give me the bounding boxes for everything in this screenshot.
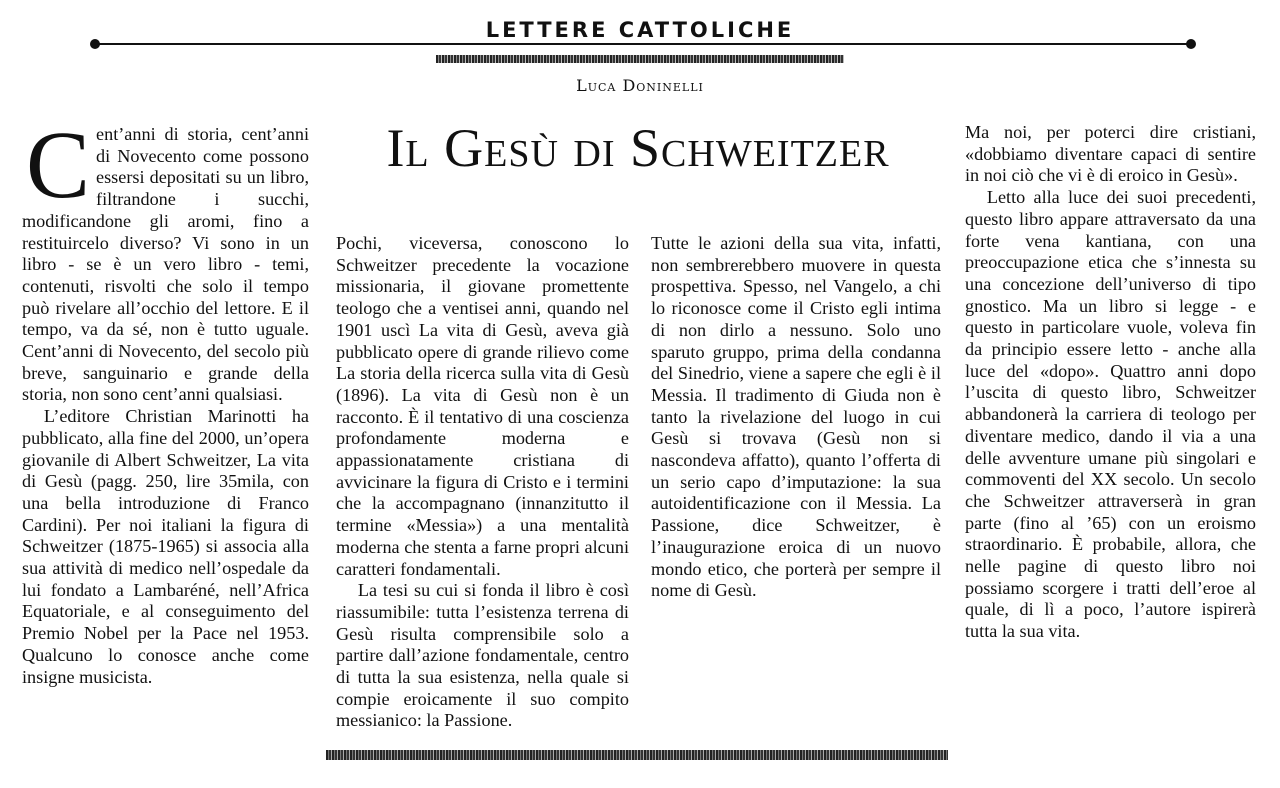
column-2-paragraph-1: Pochi, viceversa, conoscono lo Schweitzer precedente la vocazione missionaria, il giovane promettente teologo che a ventisei anni, quando nel 1901 uscì La vita di Gesù, aveva già pubblicato opere di grande rilievo come La storia della ricerca sulla vita di Gesù (1896). La vita di Gesù non è un racconto. È il tentativo di una coscienza profondamente moderna e appassionatamente cristiana di avvicinare la figura di Cristo e i termini che la accompagnano (innanzitutto il termine «Messia») a una mentalità moderna che stenta a farne propri alcuni caratteri fondamentali. <box>336 233 629 579</box>
article-column-4 <box>965 122 1256 643</box>
header-hatch-bar <box>436 55 844 63</box>
column-3-paragraph-1: Tutte le azioni della sua vita, infatti, non sembrerebbero muovere in questa prospettiva. Spesso, nel Vangelo, a chi lo riconosce come il Cristo egli intima di non dirlo a nessuno. Solo uno sparuto gruppo, prima della condanna del Sinedrio, viene a sapere che egli è il Messia. Il tradimento di Giuda non è tanto la rivelazione del luogo in cui Gesù si trovava (Gesù non si nascondeva affatto), quanto l’offerta di un serio capo d’imputazione: la sua autoidentificazione con il Messia. La Passione, dice Schweitzer, è l’inaugurazione eroica di un nuovo mondo etico, che porterà per sempre il nome di Gesù. <box>651 233 941 601</box>
column-1-paragraph-2: L’editore Christian Marinotti ha pubblicato, alla fine del 2000, un’opera giovanile di Albert Schweitzer, La vita di Gesù (pagg. 250, lire 35mila, con una bella introduzione di Franco Cardini). Per noi italiani la figura di Schweitzer (1875-1965) si associa alla sua attività di medico nell’ospedale da lui fondato a Lambaréné, nell’Africa Equatoriale, e al conseguimento del Premio Nobel per la Pace nel 1953. Qualcuno lo conosce anche come insigne musicista. <box>22 406 309 687</box>
rule-dot-right <box>1186 39 1196 49</box>
column-1-paragraph-1 <box>22 111 309 406</box>
header-rule <box>96 43 1190 45</box>
section-rubric: LETTERE CATTOLICHE <box>485 18 795 42</box>
article-headline: Il Gesù di Schweitzer <box>386 118 890 178</box>
author-byline: Luca Doninelli <box>576 76 704 95</box>
column-1-paragraph-1-text: ent’anni di storia, cent’anni di Novecento come possono essersi depositati su un libro, filtrandone i succhi, modificandone gli aromi, fino a restituircelo diverso? Vi sono in un libro - se è un vero libro - temi, contenuti, risvolti che solo il tempo può rivelare all’occhio del lettore. E il tempo, va da sé, non è tutto uguale. Cent’anni di Novecento, del secolo più breve, sanguinario e grande della storia, non sono cent’anni qualsiasi. <box>22 124 309 405</box>
column-4-paragraph-1: Ma noi, per poterci dire cristiani, «dobbiamo diventare capaci di sentire in noi ciò che vi è di eroico in Gesù». <box>965 122 1256 186</box>
column-2-paragraph-2: La tesi su cui si fonda il libro è così riassumibile: tutta l’esistenza terrena di Gesù risulta comprensibile solo a partire dall’azione fondamentale, centro di tutta la sua esistenza, nella quale si compie eroicamente il suo compito messianico: la Passione. <box>336 580 629 731</box>
article-column-1 <box>22 111 309 688</box>
column-4-paragraph-2: Letto alla luce dei suoi precedenti, questo libro appare attraversato da una forte vena kantiana, con una preoccupazione etica che s’innesta su una concezione dell’universo di tipo gnostico. Ma un libro si legge - e questo in particolare vuole, voleva fin da principio essere letto - anche alla luce del «dopo». Quattro anni dopo l’uscita di questo libro, Schweitzer abbandonerà la carriera di teologo per diventare medico, dando il via a una delle avventure umane più singolari e commoventi del XX secolo. Un secolo che Schweitzer attraverserà in gran parte (fino al ’65) con un eroismo straordinario. È probabile, allora, che nelle pagine di questo libro noi possiamo scorgere i tratti dell’eroe al quale, di lì a poco, l’autore ispirerà tutta la sua vita. <box>965 187 1256 642</box>
article-column-2 <box>336 233 629 732</box>
article-column-3 <box>651 233 941 602</box>
drop-cap: C <box>26 111 91 218</box>
footer-hatch-bar <box>326 750 948 760</box>
rule-dot-left <box>90 39 100 49</box>
